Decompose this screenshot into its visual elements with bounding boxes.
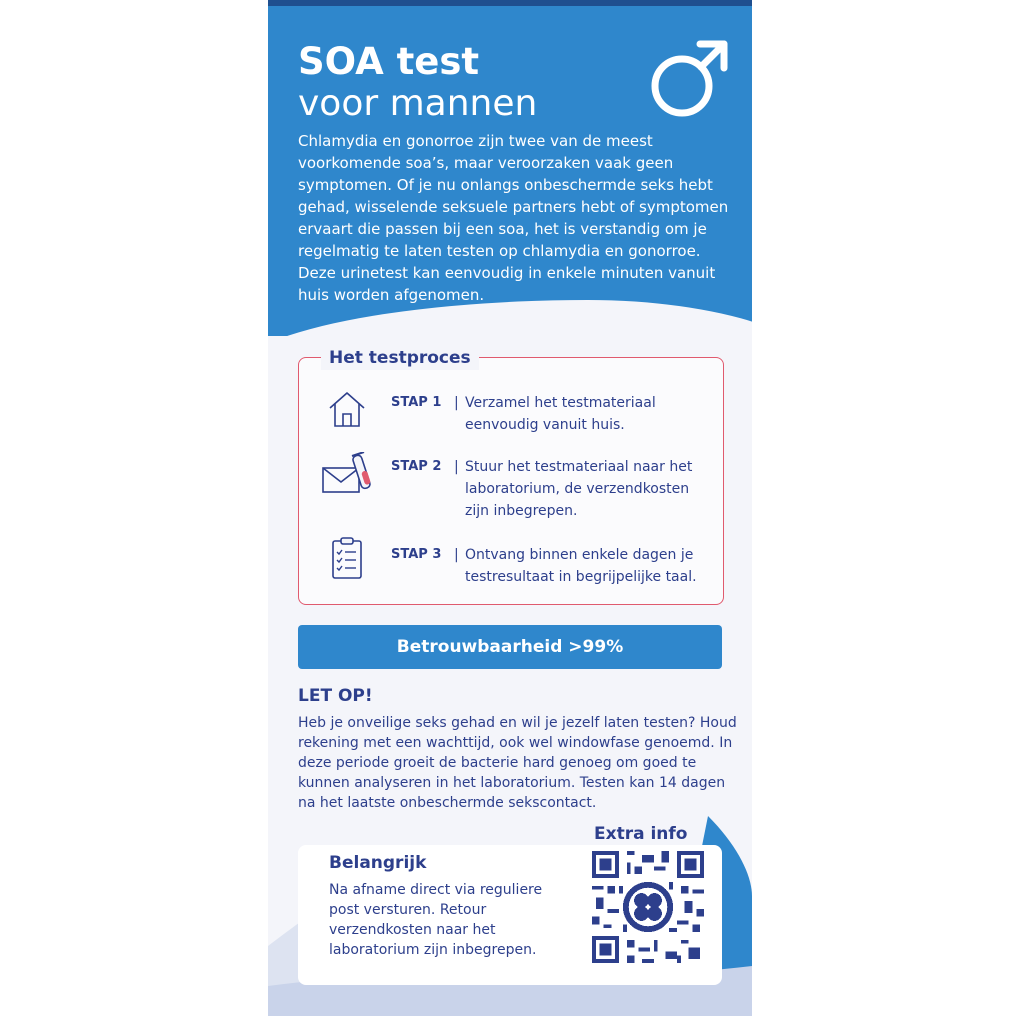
step-3-label: STAP 3 <box>391 547 442 562</box>
envelope-testtube-icon <box>321 452 375 496</box>
step-2-label: STAP 2 <box>391 459 442 474</box>
step-2-text: Stuur het testmateriaal naar het laboratorium, de verzendkosten zijn inbegrepen. <box>465 459 693 519</box>
step-1-text: Verzamel het testmateriaal eenvoudig vanuit huis. <box>465 395 656 433</box>
belangrijk-text: Na afname direct via reguliere post versturen. Retour verzendkosten naar het laboratorium zijn inbegrepen. <box>329 882 543 958</box>
belangrijk-title: Belangrijk <box>329 853 427 873</box>
male-symbol-icon <box>648 36 734 122</box>
extra-info-title: Extra info <box>594 824 688 844</box>
reliability-banner: Betrouwbaarheid >99% <box>298 625 722 669</box>
step-3-separator: | <box>454 547 459 563</box>
clipboard-icon <box>327 536 367 580</box>
intro-paragraph: Chlamydia en gonorroe zijn twee van de meest voorkomende soa’s, maar veroorzaken vaak geen symptomen. Of je nu onlangs onbeschermde seks hebt gehad, wisselende seksuele partners hebt of symptomen ervaart die passen bij een soa, het is verstandig om je regelmatig te laten testen op chlamydia en gonorroe. Deze urinetest kan eenvoudig in enkele minuten vanuit huis worden afgenomen. <box>298 132 729 304</box>
house-icon <box>327 388 367 432</box>
title-bold: SOA test <box>298 40 480 83</box>
let-op-text: Heb je onveilige seks gehad en wil je jezelf laten testen? Houd rekening met een wachttijd, ook wel windowfase genoemd. In deze periode groeit de bacterie hard genoeg om goed te kunnen analyseren in het laboratorium. Testen kan 14 dagen na het laatste onbeschermde sekscontact. <box>298 715 737 811</box>
test-process-box <box>298 348 724 605</box>
let-op-title: LET OP! <box>298 686 373 706</box>
qr-code-icon[interactable] <box>592 851 704 963</box>
step-2-separator: | <box>454 459 459 475</box>
test-process-title: Het testproces <box>321 346 479 370</box>
title-light: voor mannen <box>298 83 538 124</box>
package-panel <box>268 0 752 1016</box>
step-1-separator: | <box>454 395 459 411</box>
step-1-label: STAP 1 <box>391 395 442 410</box>
step-3-text: Ontvang binnen enkele dagen je testresultaat in begrijpelijke taal. <box>465 547 697 585</box>
